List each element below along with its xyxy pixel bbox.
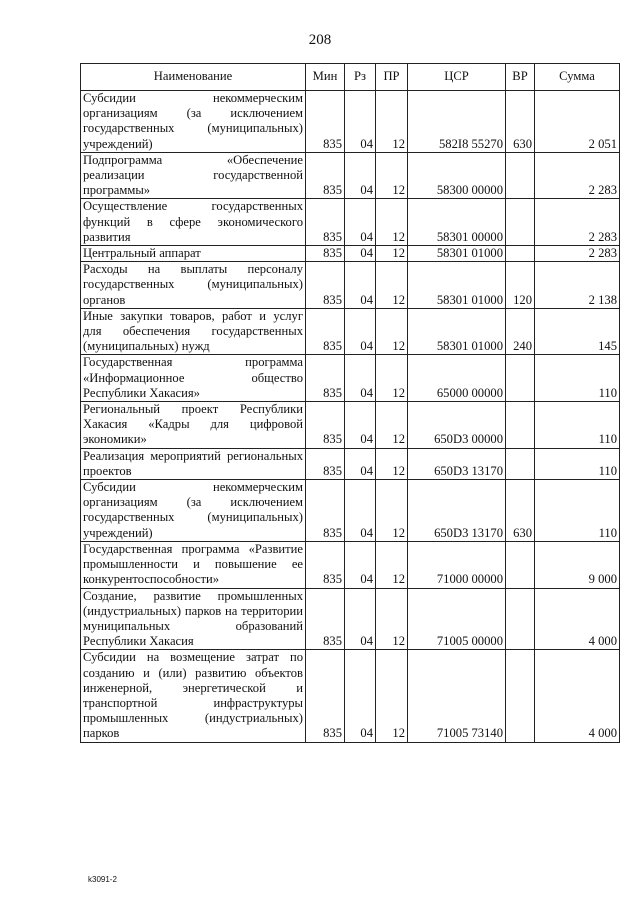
- row-name: Создание, развитие промышленных (индустриальных) парков на территории муниципальных образований Республики Хакасия: [81, 588, 306, 650]
- row-rz: 04: [345, 199, 376, 246]
- row-csr: 58300 00000: [408, 152, 506, 199]
- row-name: Центральный аппарат: [81, 246, 306, 262]
- column-header-rz: Рз: [345, 64, 376, 91]
- table-row: [81, 402, 620, 449]
- row-csr: 65000 00000: [408, 355, 506, 402]
- row-vr: 120: [506, 262, 535, 309]
- row-sum: 2 051: [535, 91, 620, 153]
- row-csr: 58301 01000: [408, 308, 506, 355]
- table-row: [81, 480, 620, 542]
- row-sum: 4 000: [535, 588, 620, 650]
- row-csr: 650D3 13170: [408, 448, 506, 479]
- row-pr: 12: [376, 91, 408, 153]
- row-pr: 12: [376, 588, 408, 650]
- table-row: [81, 246, 620, 262]
- row-sum: 110: [535, 480, 620, 542]
- row-pr: 12: [376, 199, 408, 246]
- row-vr: [506, 541, 535, 588]
- row-csr: 582I8 55270: [408, 91, 506, 153]
- row-csr: 58301 00000: [408, 199, 506, 246]
- table-row: [81, 91, 620, 153]
- column-header-sum: Сумма: [535, 64, 620, 91]
- row-csr: 71000 00000: [408, 541, 506, 588]
- budget-table: [80, 63, 620, 743]
- table-row: [81, 308, 620, 355]
- row-min: 835: [306, 588, 345, 650]
- row-csr: 650D3 00000: [408, 402, 506, 449]
- row-rz: 04: [345, 355, 376, 402]
- row-sum: 145: [535, 308, 620, 355]
- column-header-vr: ВР: [506, 64, 535, 91]
- row-rz: 04: [345, 246, 376, 262]
- row-rz: 04: [345, 402, 376, 449]
- row-sum: 4 000: [535, 650, 620, 742]
- row-sum: 110: [535, 355, 620, 402]
- row-rz: 04: [345, 650, 376, 742]
- row-pr: 12: [376, 308, 408, 355]
- row-pr: 12: [376, 448, 408, 479]
- column-header-csr: ЦСР: [408, 64, 506, 91]
- table-row: [81, 448, 620, 479]
- table-row: [81, 588, 620, 650]
- row-sum: 110: [535, 448, 620, 479]
- row-csr: 58301 01000: [408, 262, 506, 309]
- row-name: Реализация мероприятий региональных проектов: [81, 448, 306, 479]
- row-rz: 04: [345, 541, 376, 588]
- row-vr: [506, 199, 535, 246]
- row-pr: 12: [376, 541, 408, 588]
- row-pr: 12: [376, 246, 408, 262]
- row-name: Субсидии некоммерческим организациям (за исключением государственных (муниципальных) учреждений): [81, 480, 306, 542]
- table-row: [81, 355, 620, 402]
- row-name: Субсидии на возмещение затрат по созданию и (или) развитию объектов инженерной, энергетической и транспортной инфраструктуры промышленных (индустриальных) парков: [81, 650, 306, 742]
- row-sum: 9 000: [535, 541, 620, 588]
- row-min: 835: [306, 355, 345, 402]
- row-name: Государственная программа «Развитие промышленности и повышение ее конкурентоспособности»: [81, 541, 306, 588]
- row-pr: 12: [376, 402, 408, 449]
- row-csr: 71005 73140: [408, 650, 506, 742]
- table-row: [81, 199, 620, 246]
- row-vr: 240: [506, 308, 535, 355]
- row-min: 835: [306, 199, 345, 246]
- row-pr: 12: [376, 262, 408, 309]
- table-row: [81, 262, 620, 309]
- row-min: 835: [306, 402, 345, 449]
- row-min: 835: [306, 448, 345, 479]
- row-min: 835: [306, 650, 345, 742]
- row-sum: 110: [535, 402, 620, 449]
- row-sum: 2 283: [535, 246, 620, 262]
- row-name: Осуществление государственных функций в сфере экономического развития: [81, 199, 306, 246]
- row-rz: 04: [345, 588, 376, 650]
- row-rz: 04: [345, 448, 376, 479]
- row-rz: 04: [345, 480, 376, 542]
- row-pr: 12: [376, 480, 408, 542]
- table-row: [81, 152, 620, 199]
- row-vr: [506, 152, 535, 199]
- row-vr: [506, 402, 535, 449]
- row-rz: 04: [345, 308, 376, 355]
- page-number: 208: [308, 32, 332, 48]
- column-header-min: Мин: [306, 64, 345, 91]
- row-rz: 04: [345, 262, 376, 309]
- row-vr: [506, 588, 535, 650]
- row-name: Субсидии некоммерческим организациям (за исключением государственных (муниципальных) учреждений): [81, 91, 306, 153]
- row-name: Региональный проект Республики Хакасия «Кадры для цифровой экономики»: [81, 402, 306, 449]
- row-vr: [506, 650, 535, 742]
- column-header-name: Наименование: [81, 64, 306, 91]
- row-vr: 630: [506, 91, 535, 153]
- row-min: 835: [306, 480, 345, 542]
- row-pr: 12: [376, 650, 408, 742]
- row-vr: [506, 246, 535, 262]
- table-header-row: [81, 64, 620, 91]
- row-sum: 2 283: [535, 152, 620, 199]
- row-min: 835: [306, 541, 345, 588]
- table-row: [81, 650, 620, 742]
- row-min: 835: [306, 152, 345, 199]
- row-name: Подпрограмма «Обеспечение реализации государственной программы»: [81, 152, 306, 199]
- row-csr: 650D3 13170: [408, 480, 506, 542]
- row-rz: 04: [345, 152, 376, 199]
- row-pr: 12: [376, 152, 408, 199]
- row-csr: 58301 01000: [408, 246, 506, 262]
- row-min: 835: [306, 246, 345, 262]
- row-min: 835: [306, 91, 345, 153]
- table-row: [81, 541, 620, 588]
- row-vr: [506, 448, 535, 479]
- row-min: 835: [306, 308, 345, 355]
- row-rz: 04: [345, 91, 376, 153]
- footer-print-code: k3091-2: [88, 875, 117, 884]
- row-min: 835: [306, 262, 345, 309]
- row-name: Государственная программа «Информационное общество Республики Хакасия»: [81, 355, 306, 402]
- column-header-pr: ПР: [376, 64, 408, 91]
- row-vr: 630: [506, 480, 535, 542]
- row-name: Иные закупки товаров, работ и услуг для обеспечения государственных (муниципальных) нужд: [81, 308, 306, 355]
- row-pr: 12: [376, 355, 408, 402]
- row-csr: 71005 00000: [408, 588, 506, 650]
- row-sum: 2 138: [535, 262, 620, 309]
- row-vr: [506, 355, 535, 402]
- row-name: Расходы на выплаты персоналу государственных (муниципальных) органов: [81, 262, 306, 309]
- row-sum: 2 283: [535, 199, 620, 246]
